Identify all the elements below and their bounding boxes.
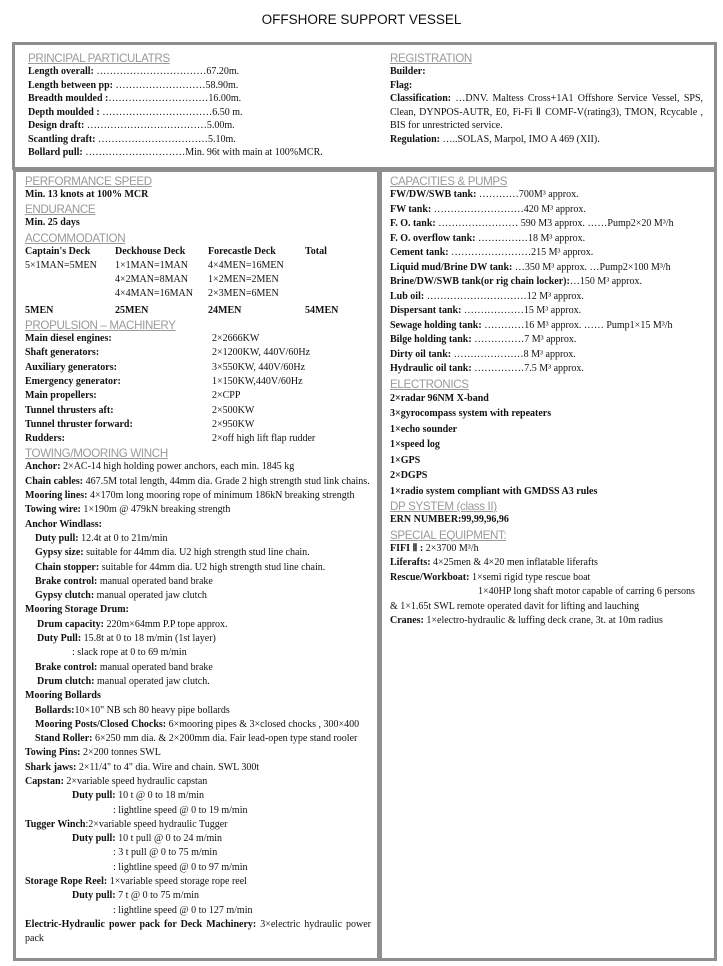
spec-value: 467.5M total length, 44mm dia. Grade 2 high strength stud link chains. bbox=[83, 475, 370, 487]
spec-line bbox=[25, 361, 371, 375]
spec-line bbox=[25, 761, 371, 775]
spec-value: 1×190m @ 479kN breaking strength bbox=[80, 504, 231, 516]
spec-label: Bilge holding tank: bbox=[390, 334, 472, 345]
spec-line bbox=[390, 79, 703, 93]
registration-section bbox=[390, 51, 703, 146]
left-panel bbox=[13, 169, 380, 961]
spec-value: 2×950KW bbox=[212, 418, 255, 430]
spec-value: …350 M³ approx. …Pump2×100 M³/h bbox=[512, 261, 671, 273]
spec-line bbox=[390, 362, 706, 377]
electronics-line bbox=[390, 437, 706, 453]
spec-value: :2×variable speed hydraulic Tugger bbox=[85, 818, 228, 830]
spec-line bbox=[25, 818, 371, 832]
accommodation-cell: 5×1MAN=5MEN bbox=[25, 259, 97, 271]
spec-line bbox=[25, 332, 371, 346]
principal-particulars-section bbox=[28, 51, 368, 160]
spec-label: Depth moulded : bbox=[28, 106, 100, 118]
spec-label: Design draft: bbox=[28, 120, 85, 131]
spec-value: 2×1200KW, 440V/60Hz bbox=[212, 347, 311, 359]
spec-label: Brine/DW/SWB tank(or rig chain locker): bbox=[390, 276, 570, 287]
electronics-line bbox=[390, 422, 706, 438]
spec-value: 4×170m long mooring rope of minimum 186kN breaking strength bbox=[87, 490, 355, 502]
spec-line bbox=[25, 346, 371, 360]
spec-value: 7 t @ 0 to 75 m/min bbox=[115, 890, 200, 902]
accommodation-total: 24MEN bbox=[208, 304, 242, 316]
spec-value: 2×3700 M³/h bbox=[423, 542, 479, 554]
spec-value: 4×25men & 4×20 men inflatable liferafts bbox=[430, 557, 598, 568]
spec-line bbox=[25, 646, 371, 660]
electronics-line bbox=[390, 453, 706, 469]
spec-label: Anchor: bbox=[25, 461, 61, 473]
spec-line bbox=[25, 846, 371, 860]
spec-line bbox=[390, 542, 706, 557]
electronics-item: 3×gyrocompass system with repeaters bbox=[390, 408, 552, 419]
spec-value: 2×11/4" to 4" dia. Wire and chain. SWL 300t bbox=[76, 761, 260, 773]
spec-label: Mooring Storage Drum: bbox=[25, 604, 129, 616]
accommodation-header: Total bbox=[305, 245, 327, 257]
spec-value: ……………………………5.10m. bbox=[95, 133, 236, 145]
spec-line bbox=[25, 546, 371, 560]
spec-line bbox=[25, 675, 371, 689]
spec-label: Regulation: bbox=[390, 133, 440, 145]
spec-label: Classification: bbox=[390, 93, 452, 104]
section-heading: REGISTRATION bbox=[390, 52, 472, 65]
spec-line bbox=[25, 561, 371, 575]
spec-line bbox=[390, 614, 706, 629]
spec-label: Storage Rope Reel: bbox=[25, 876, 108, 888]
spec-value: : 3 t pull @ 0 to 75 m/min bbox=[113, 847, 218, 859]
spec-label: Length between pp: bbox=[28, 79, 114, 91]
spec-label: Breadth moulded : bbox=[28, 93, 109, 104]
spec-line bbox=[390, 333, 706, 348]
spec-value: …………700M³ approx. bbox=[476, 189, 579, 200]
section-heading: SPECIAL EQUIPMENT: bbox=[390, 528, 507, 542]
spec-value: ……………………215 M³ approx. bbox=[448, 247, 594, 258]
spec-value: …………………… 590 M3 approx. ……Pump2×20 M³/h bbox=[435, 218, 674, 229]
spec-value: 10 t pull @ 0 to 24 m/min bbox=[115, 833, 223, 845]
accommodation-cell: 1×1MAN=1MAN bbox=[115, 259, 188, 271]
section-heading: ACCOMMODATION bbox=[25, 231, 126, 245]
spec-line bbox=[25, 489, 371, 503]
spec-value: manual operated band brake bbox=[97, 575, 213, 587]
spec-line bbox=[28, 79, 368, 93]
spec-line bbox=[390, 290, 706, 305]
document-title: OFFSHORE SUPPORT VESSEL bbox=[261, 12, 462, 27]
spec-line bbox=[25, 789, 371, 803]
electronics-line bbox=[390, 468, 706, 484]
spec-value: …………………………16.00m. bbox=[108, 93, 242, 104]
spec-line bbox=[25, 889, 371, 903]
electronics-line bbox=[390, 484, 706, 500]
spec-label: Tunnel thrusters aft: bbox=[25, 404, 114, 416]
section-heading: TOWING/MOORING WINCH bbox=[25, 447, 168, 461]
spec-label: Rescue/Workboat: bbox=[390, 571, 470, 583]
spec-label: Main propellers: bbox=[25, 390, 97, 402]
spec-line bbox=[25, 718, 371, 732]
spec-value: ………………………420 M³ approx. bbox=[431, 203, 586, 215]
spec-label: Duty pull: bbox=[72, 790, 116, 802]
spec-label: FW/DW/SWB tank: bbox=[390, 189, 477, 200]
spec-label: Tunnel thruster forward: bbox=[25, 418, 133, 430]
spec-label: Tugger Winch bbox=[25, 818, 86, 830]
spec-line bbox=[390, 246, 706, 261]
spec-value: : lightline speed @ 0 to 127 m/min bbox=[113, 904, 253, 916]
spec-line bbox=[25, 775, 371, 789]
spec-label: Builder: bbox=[390, 66, 426, 77]
spec-label: Drum capacity: bbox=[37, 618, 104, 630]
electronics-line bbox=[390, 406, 706, 422]
spec-line bbox=[25, 432, 371, 446]
spec-value: 10×10" NB sch 80 heavy pipe bollards bbox=[74, 704, 230, 716]
spec-label: Sewage holding tank: bbox=[390, 319, 482, 331]
spec-line bbox=[28, 119, 368, 133]
spec-value: 3×electric hydraulic power pack bbox=[25, 918, 372, 945]
spec-line bbox=[25, 418, 371, 432]
spec-label: Liferafts: bbox=[390, 557, 431, 568]
section-heading: PROPULSION – MACHINERY bbox=[25, 319, 176, 333]
spec-value: …………16 M³ approx. …… Pump1×15 M³/h bbox=[481, 319, 673, 331]
spec-line bbox=[25, 589, 371, 603]
spec-label: Gypsy size: bbox=[35, 547, 84, 559]
spec-value: 2×200 tonnes SWL bbox=[80, 747, 161, 759]
spec-line bbox=[25, 704, 371, 718]
spec-line bbox=[390, 203, 706, 218]
spec-label: Anchor Windlass: bbox=[25, 518, 102, 530]
spec-line bbox=[25, 918, 371, 947]
electronics-item: 1×speed log bbox=[390, 439, 440, 450]
spec-line bbox=[390, 232, 706, 247]
spec-value: 6×mooring pipes & 3×closed chocks , 300×400 bbox=[166, 718, 360, 730]
spec-label: F. O. tank: bbox=[390, 218, 436, 229]
spec-line bbox=[25, 875, 371, 889]
spec-line bbox=[390, 600, 706, 615]
spec-value: ………………………58.90m. bbox=[113, 79, 239, 91]
spec-line bbox=[25, 832, 371, 846]
spec-value: 2×500KW bbox=[212, 404, 255, 416]
spec-label: Duty pull: bbox=[72, 890, 116, 902]
spec-value: 3×550KW, 440V/60Hz bbox=[212, 361, 306, 373]
spec-line bbox=[28, 92, 368, 106]
spec-line bbox=[25, 375, 371, 389]
spec-value: …………………………12 M³ approx. bbox=[424, 290, 584, 302]
spec-line bbox=[25, 575, 371, 589]
spec-label: Mooring Posts/Closed Chocks: bbox=[35, 718, 167, 730]
spec-value: 2×variable speed hydraulic capstan bbox=[63, 775, 208, 787]
spec-value: 2×2666KW bbox=[212, 333, 260, 345]
spec-label: Duty pull: bbox=[35, 532, 79, 544]
accommodation-cell: 4×4MAN=16MAN bbox=[115, 288, 193, 300]
accommodation-table bbox=[25, 245, 371, 318]
spec-line bbox=[390, 133, 703, 147]
section-heading: CAPACITIES & PUMPS bbox=[390, 175, 508, 188]
spec-line bbox=[25, 389, 371, 403]
section-heading: ELECTRONICS bbox=[390, 377, 469, 391]
spec-line bbox=[390, 556, 706, 571]
spec-value: 1×variable speed storage rope reel bbox=[107, 876, 247, 888]
spec-value: ……………………………6.50 m. bbox=[99, 106, 243, 118]
spec-value: manual operated jaw clutch bbox=[94, 590, 207, 602]
spec-line bbox=[25, 804, 371, 818]
spec-label: Rudders: bbox=[25, 433, 66, 445]
spec-line bbox=[390, 319, 706, 334]
performance-text: Min. 13 knots at 100% MCR bbox=[25, 189, 149, 200]
spec-label: Shaft generators: bbox=[25, 347, 100, 359]
spec-line bbox=[25, 518, 371, 532]
spec-label: Towing wire: bbox=[25, 504, 81, 516]
spec-line bbox=[390, 348, 706, 363]
spec-label: Shark jaws: bbox=[25, 761, 77, 773]
spec-line bbox=[390, 304, 706, 319]
spec-label: Duty pull: bbox=[72, 833, 116, 845]
spec-line bbox=[390, 217, 706, 232]
spec-value: : slack rope at 0 to 69 m/min bbox=[72, 647, 187, 659]
electronics-item: 2×DGPS bbox=[390, 470, 428, 481]
spec-label: Chain cables: bbox=[25, 475, 84, 487]
spec-value: : lightline speed @ 0 to 97 m/min bbox=[113, 861, 248, 873]
spec-line bbox=[390, 261, 706, 276]
spec-label: Scantling draft: bbox=[28, 133, 96, 145]
spec-label: Auxiliary generators: bbox=[25, 361, 117, 373]
spec-value: 10 t @ 0 to 18 m/min bbox=[115, 790, 205, 802]
spec-line bbox=[25, 404, 371, 418]
spec-label: Chain stopper: bbox=[35, 561, 100, 573]
dp-text: ERN NUMBER:99,99,96,96 bbox=[390, 514, 509, 525]
spec-line bbox=[390, 275, 706, 290]
spec-value: ……………7 M³ approx. bbox=[471, 334, 577, 345]
endurance-text: Min. 25 days bbox=[25, 217, 80, 229]
accommodation-cell: 1×2MEN=2MEN bbox=[208, 274, 279, 286]
spec-label: Electric-Hydraulic power pack for Deck Machinery: bbox=[25, 918, 257, 930]
spec-label: Bollards: bbox=[35, 704, 75, 716]
electronics-item: 1×GPS bbox=[390, 454, 421, 466]
accommodation-cell bbox=[305, 273, 365, 287]
spec-label: Cement tank: bbox=[390, 247, 449, 258]
spec-value: suitable for 44mm dia. U2 high strength stud line chain. bbox=[99, 561, 326, 573]
spec-label: Lub oil: bbox=[390, 290, 425, 302]
spec-value: …150 M³ approx. bbox=[569, 276, 642, 287]
spec-value: : lightline speed @ 0 to 19 m/min bbox=[113, 804, 248, 816]
spec-line bbox=[25, 618, 371, 632]
accommodation-total: 54MEN bbox=[305, 304, 339, 316]
spec-label: Capstan: bbox=[25, 775, 64, 787]
spec-label: Cranes: bbox=[390, 615, 424, 626]
spec-label: Brake control: bbox=[35, 575, 98, 587]
spec-label: Flag: bbox=[390, 79, 413, 91]
spec-value: ……………18 M³ approx. bbox=[475, 232, 586, 244]
spec-value: 12.4t at 0 to 21m/min bbox=[78, 532, 168, 544]
section-heading: ENDURANCE bbox=[25, 203, 96, 217]
accommodation-header: Deckhouse Deck bbox=[115, 245, 186, 257]
spec-value: 1×semi rigid type rescue boat bbox=[469, 571, 591, 583]
spec-label: Liquid mud/Brine DW tank: bbox=[390, 261, 513, 273]
spec-value: 2×off high lift flap rudder bbox=[212, 433, 316, 445]
spec-value: …DNV. Maltess Cross+1A1 Offshore Service Vessel, SPS, Clean, DYNPOS-AUTR, E0, Fi-Fi Ⅱ COMF-V(rating3), TMON, Rcycable , BIS for unrestricted service. bbox=[390, 93, 703, 131]
spec-value: manual operated jaw clutch. bbox=[94, 675, 210, 687]
spec-value: ………………15 M³ approx. bbox=[461, 305, 582, 316]
spec-line bbox=[28, 146, 368, 160]
right-panel bbox=[379, 169, 717, 961]
spec-label: Brake control: bbox=[35, 661, 98, 673]
spec-line bbox=[25, 475, 371, 489]
spec-line bbox=[25, 532, 371, 546]
spec-label: Mooring Bollards bbox=[25, 690, 101, 702]
spec-label: Drum clutch: bbox=[37, 675, 95, 687]
accommodation-header: Forecastle Deck bbox=[208, 245, 276, 257]
spec-line bbox=[25, 861, 371, 875]
spec-line bbox=[25, 503, 371, 517]
section-heading: PRINCIPAL PARTICULATRS bbox=[28, 52, 170, 65]
spec-line bbox=[25, 632, 371, 646]
accommodation-cell bbox=[25, 273, 115, 287]
electronics-item: 1×echo sounder bbox=[390, 423, 458, 435]
spec-value: 220m×64mm P.P tope approx. bbox=[103, 618, 228, 630]
spec-line bbox=[390, 571, 706, 586]
spec-label: FW tank: bbox=[390, 203, 432, 215]
spec-label: FIFI Ⅱ : bbox=[390, 542, 424, 554]
electronics-item: 2×radar 96NM X-band bbox=[390, 392, 489, 404]
spec-label: Dirty oil tank: bbox=[390, 348, 452, 360]
electronics-line bbox=[390, 391, 706, 407]
spec-value: ………………………………5.00m. bbox=[84, 120, 235, 131]
spec-line bbox=[25, 904, 371, 918]
spec-label: Hydraulic oil tank: bbox=[390, 363, 472, 374]
accommodation-cell: 2×3MEN=6MEN bbox=[208, 288, 279, 300]
spec-value: 1×40HP long shaft motor capable of carring 6 persons bbox=[478, 586, 695, 597]
accommodation-cell: 4×4MEN=16MEN bbox=[208, 259, 284, 271]
spec-line bbox=[25, 460, 371, 474]
spec-line bbox=[390, 188, 706, 203]
spec-label: Dispersant tank: bbox=[390, 305, 462, 316]
spec-label: Bollard pull: bbox=[28, 147, 83, 158]
spec-value: 1×150KW,440V/60Hz bbox=[212, 375, 303, 387]
spec-label: Duty Pull: bbox=[37, 633, 82, 645]
spec-value: 15.8t at 0 to 18 m/min (1st layer) bbox=[81, 633, 216, 645]
accommodation-cell bbox=[25, 287, 115, 301]
spec-value: & 1×1.65t SWL remote operated davit for lifting and lauching bbox=[390, 600, 640, 612]
accommodation-cell bbox=[305, 259, 365, 273]
spec-value: suitable for 44mm dia. U2 high strength stud line chain. bbox=[83, 547, 310, 559]
top-panel bbox=[12, 42, 717, 170]
spec-line bbox=[390, 92, 703, 133]
spec-label: Stand Roller: bbox=[35, 733, 93, 745]
spec-value: 1×electro-hydraulic & luffing deck crane, 3t. at 10m radius bbox=[423, 615, 663, 626]
accommodation-header: Captain's Deck bbox=[25, 245, 91, 257]
spec-value: …………………8 M³ approx. bbox=[451, 348, 576, 360]
spec-line bbox=[25, 746, 371, 760]
spec-label: Main diesel engines: bbox=[25, 333, 112, 345]
section-heading: PERFORMANCE SPEED bbox=[25, 175, 152, 188]
spec-value: …………………………Min. 96t with main at 100%MCR. bbox=[82, 147, 323, 158]
spec-value: …..SOLAS, Marpol, IMO A 469 (XII). bbox=[440, 133, 600, 145]
spec-line bbox=[25, 732, 371, 746]
spec-line bbox=[25, 689, 371, 703]
spec-line bbox=[28, 133, 368, 147]
spec-value: manual operated band brake bbox=[97, 661, 213, 673]
section-heading: DP SYSTEM (class II) bbox=[390, 500, 497, 513]
spec-line bbox=[390, 65, 703, 79]
spec-value: ……………7.5 M³ approx. bbox=[471, 363, 584, 374]
accommodation-total: 25MEN bbox=[115, 304, 149, 316]
spec-line bbox=[28, 65, 368, 79]
spec-line bbox=[25, 661, 371, 675]
spec-value: ……………………………67.20m. bbox=[93, 66, 240, 77]
spec-value: 2×AC-14 high holding power anchors, each min. 1845 kg bbox=[60, 461, 295, 473]
spec-value: 6×250 mm dia. & 2×200mm dia. Fair lead-open type stand rooler bbox=[92, 733, 358, 745]
electronics-item: 1×radio system compliant with GMDSS A3 rules bbox=[390, 485, 598, 497]
spec-line bbox=[28, 106, 368, 120]
spec-label: Emergency generator: bbox=[25, 375, 121, 387]
spec-label: Gypsy clutch: bbox=[35, 590, 95, 602]
spec-label: Length overall: bbox=[28, 66, 94, 77]
accommodation-cell bbox=[305, 287, 365, 301]
spec-label: Towing Pins: bbox=[25, 747, 81, 759]
spec-value: 2×CPP bbox=[212, 390, 241, 402]
spec-label: F. O. overflow tank: bbox=[390, 232, 476, 244]
spec-line bbox=[25, 603, 371, 617]
accommodation-cell: 4×2MAN=8MAN bbox=[115, 274, 188, 286]
spec-line bbox=[390, 585, 706, 600]
accommodation-total: 5MEN bbox=[25, 304, 54, 316]
spec-label: Mooring lines: bbox=[25, 490, 88, 502]
